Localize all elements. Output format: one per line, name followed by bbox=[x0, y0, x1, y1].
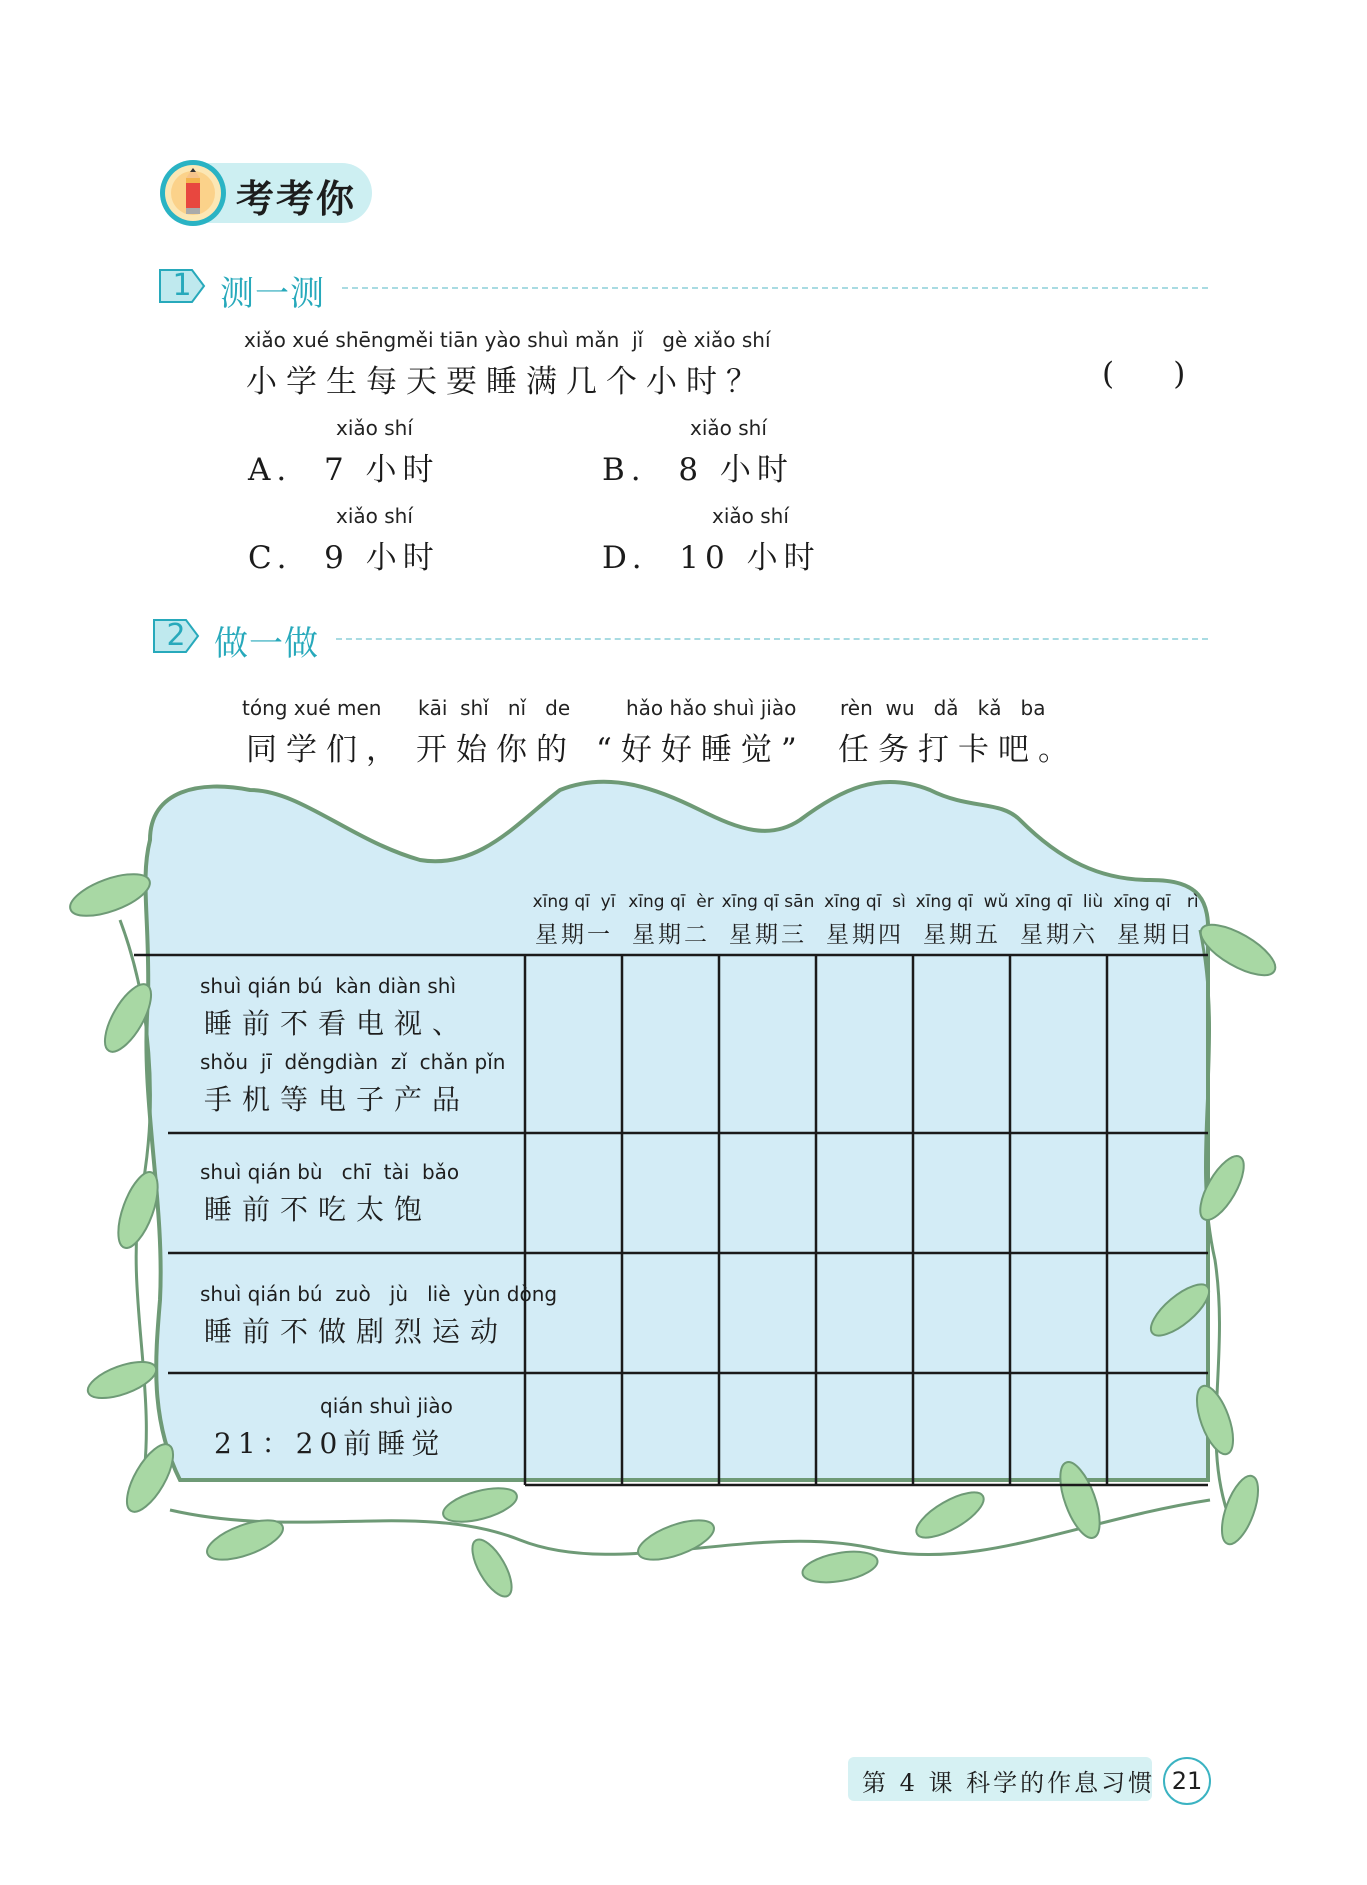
answer-bracket[interactable]: ( ) bbox=[1102, 356, 1186, 392]
row-3-pinyin: shuì qián bú zuò jù liè yùn dòng bbox=[200, 1282, 558, 1306]
page-number: 21 bbox=[1163, 1757, 1211, 1805]
row-4-text: 21：20前睡觉 bbox=[214, 1427, 446, 1460]
option-b-pinyin: xiǎo shí bbox=[690, 416, 767, 440]
section-1-title: 测一测 bbox=[220, 274, 325, 314]
day-fri-pinyin: xīng qī wǔ bbox=[915, 892, 1009, 912]
row-3-text: 睡前不做剧烈运动 bbox=[204, 1315, 509, 1348]
day-mon-pinyin: xīng qī yī bbox=[532, 892, 616, 912]
row-1-pinyin-1: shuì qián bú kàn diàn shì bbox=[200, 974, 457, 998]
instruction-pinyin-2: kāi shǐ nǐ de bbox=[418, 696, 571, 720]
day-thu: 星期四 bbox=[826, 922, 904, 948]
option-c: C. 9 小时 bbox=[248, 540, 440, 576]
day-sat-pinyin: xīng qī liù bbox=[1014, 892, 1104, 912]
instruction-pinyin-4: rèn wu dǎ kǎ ba bbox=[840, 696, 1046, 720]
question-pinyin: xiǎo xué shēngměi tiān yào shuì mǎn jǐ gè xiǎo shí bbox=[244, 328, 771, 352]
row-1-pinyin-2: shǒu jī děngdiàn zǐ chǎn pǐn bbox=[200, 1050, 506, 1074]
day-fri: 星期五 bbox=[923, 922, 1001, 948]
day-thu-pinyin: xīng qī sì bbox=[824, 892, 906, 912]
header-title: 考考你 bbox=[236, 177, 357, 221]
instruction-text-2: 开始你的 bbox=[416, 732, 576, 768]
section-1-number: 1 bbox=[172, 268, 192, 303]
day-mon: 星期一 bbox=[535, 922, 613, 948]
instruction-text-1: 同学们， bbox=[246, 732, 406, 768]
instruction-pinyin-3: hǎo hǎo shuì jiào bbox=[626, 696, 797, 720]
section-2-number: 2 bbox=[166, 618, 186, 653]
row-2-text: 睡前不吃太饱 bbox=[204, 1193, 433, 1226]
day-tue-pinyin: xīng qī èr bbox=[628, 892, 714, 912]
instruction-text-4: 任务打卡吧。 bbox=[838, 732, 1078, 768]
day-wed-pinyin: xīng qī sān bbox=[721, 892, 815, 912]
section-2-title: 做一做 bbox=[214, 624, 319, 664]
question-text: 小学生每天要睡满几个小时？ bbox=[246, 364, 766, 400]
option-a: A. 7 小时 bbox=[248, 452, 440, 488]
option-b: B. 8 小时 bbox=[602, 452, 794, 488]
row-1-text-2: 手机等电子产品 bbox=[204, 1083, 471, 1116]
day-sun-pinyin: xīng qī rì bbox=[1113, 892, 1199, 912]
day-sat: 星期六 bbox=[1020, 922, 1098, 948]
row-1-text-1: 睡前不看电视、 bbox=[204, 1007, 471, 1040]
footer-lesson-title: 第 4 课 科学的作息习惯 bbox=[862, 1769, 1156, 1797]
row-4-pinyin: qián shuì jiào bbox=[320, 1394, 453, 1418]
day-wed: 星期三 bbox=[729, 922, 807, 948]
option-d-pinyin: xiǎo shí bbox=[712, 504, 789, 528]
day-tue: 星期二 bbox=[632, 922, 710, 948]
option-d: D. 10 小时 bbox=[602, 540, 821, 576]
day-sun: 星期日 bbox=[1117, 922, 1195, 948]
option-c-pinyin: xiǎo shí bbox=[336, 504, 413, 528]
instruction-pinyin-1: tóng xué men bbox=[242, 696, 382, 720]
row-2-pinyin: shuì qián bù chī tài bǎo bbox=[200, 1160, 460, 1184]
instruction-text-3: “好好睡觉” bbox=[596, 732, 806, 768]
option-a-pinyin: xiǎo shí bbox=[336, 416, 413, 440]
